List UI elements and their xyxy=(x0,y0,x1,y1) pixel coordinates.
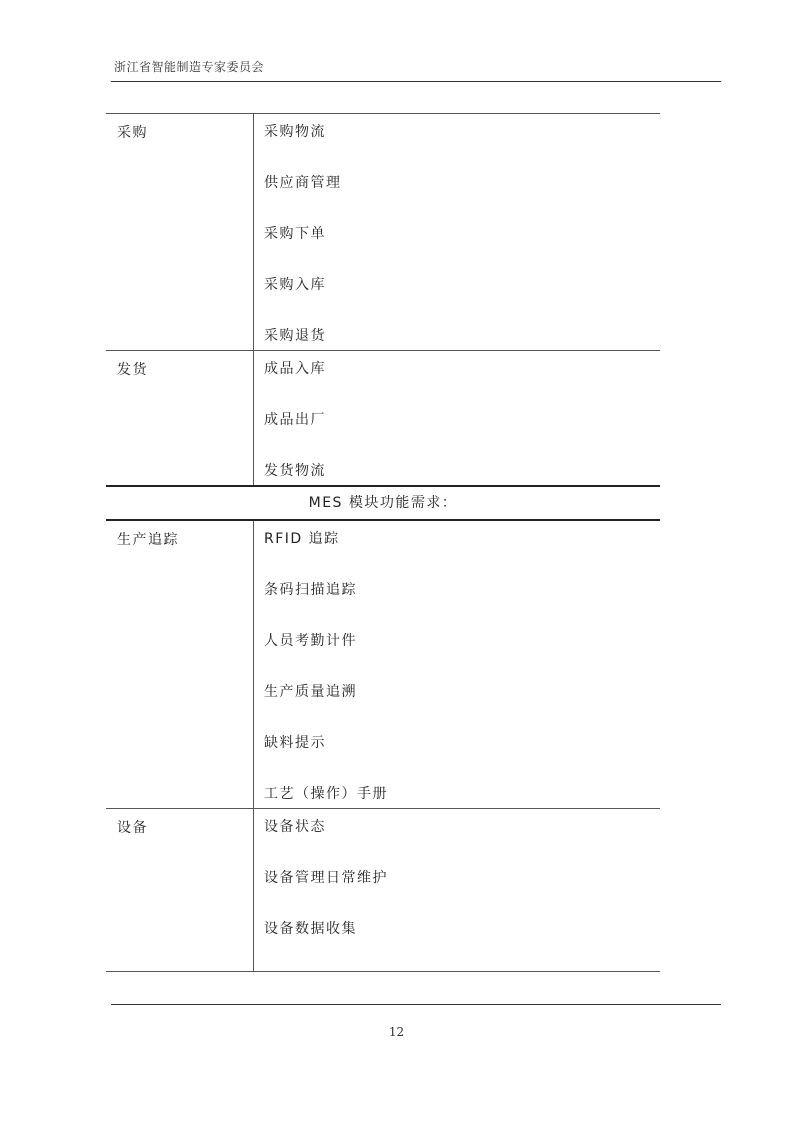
items-cell xyxy=(254,351,660,485)
list-item: 供应商管理 xyxy=(264,175,342,191)
table-bottom-border xyxy=(106,971,660,972)
list-item: 设备数据收集 xyxy=(264,921,357,937)
mes-section-title: MES 模块功能需求： xyxy=(106,485,660,519)
list-item: 缺料提示 xyxy=(264,735,326,751)
table-section-shipping xyxy=(106,350,660,485)
list-item: 采购退货 xyxy=(264,328,326,344)
page-number: 12 xyxy=(388,1025,405,1039)
list-item: 设备状态 xyxy=(264,819,326,835)
category-cell: 采购 xyxy=(106,114,254,350)
table-section-equipment xyxy=(106,808,660,971)
items-cell xyxy=(254,521,660,808)
items-cell xyxy=(254,809,660,971)
list-item: 设备管理日常维护 xyxy=(264,870,388,886)
list-item: 工艺（操作）手册 xyxy=(264,786,388,802)
list-item: 成品出厂 xyxy=(264,412,326,428)
list-item: 采购入库 xyxy=(264,277,326,293)
list-item: 生产质量追溯 xyxy=(264,684,357,700)
list-item: 成品入库 xyxy=(264,361,326,377)
list-item: 发货物流 xyxy=(264,463,326,479)
items-cell xyxy=(254,114,660,350)
list-item: 采购下单 xyxy=(264,226,326,242)
requirements-table xyxy=(106,113,660,972)
category-cell: 设备 xyxy=(106,809,254,971)
list-item: 采购物流 xyxy=(264,124,326,140)
list-item: 条码扫描追踪 xyxy=(264,582,357,598)
table-section-procurement xyxy=(106,113,660,350)
list-item: RFID 追踪 xyxy=(264,531,340,547)
category-cell: 发货 xyxy=(106,351,254,485)
header-rule xyxy=(111,81,721,82)
page-header-org: 浙江省智能制造专家委员会 xyxy=(114,60,265,74)
table-section-production-tracking xyxy=(106,519,660,808)
footer-rule xyxy=(111,1004,721,1005)
list-item: 人员考勤计件 xyxy=(264,633,357,649)
category-cell: 生产追踪 xyxy=(106,521,254,808)
